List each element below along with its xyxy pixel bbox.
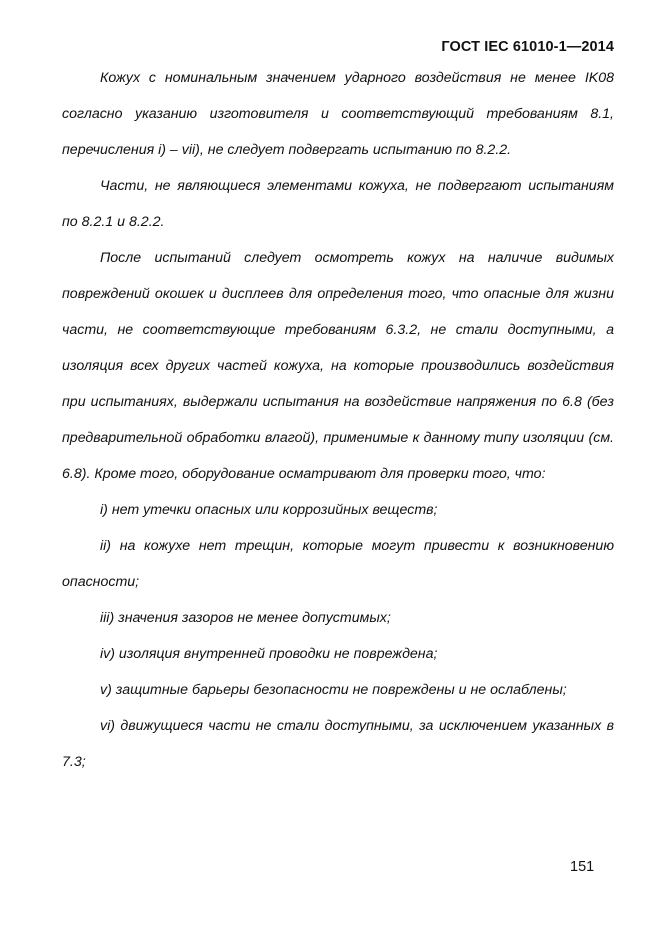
paragraph-enclosure-ik08: Кожух с номинальным значением ударного воздействия не менее IK08 согласно указанию изготовителя и соответствующий требованиям 8.1, перечисления i) – vii), не следует подвергать испытанию по 8.2.2. bbox=[62, 70, 614, 158]
list-item-ii: ii) на кожухе нет трещин, которые могут привести к возникновению опасности; bbox=[62, 538, 614, 590]
list-item-v: v) защитные барьеры безопасности не повреждены и не ослаблены; bbox=[100, 682, 567, 698]
list-item-i: i) нет утечки опасных или коррозийных веществ; bbox=[100, 502, 438, 518]
document-header: ГОСТ IEC 61010-1—2014 bbox=[441, 39, 614, 55]
list-item-iv: iv) изоляция внутренней проводки не повреждена; bbox=[100, 646, 438, 662]
list-item-vi: vi) движущиеся части не стали доступными, за исключением указанных в 7.3; bbox=[62, 718, 614, 770]
paragraph-non-enclosure-parts: Части, не являющиеся элементами кожуха, не подвергают испытаниям по 8.2.1 и 8.2.2. bbox=[62, 178, 614, 230]
list-item-iii: iii) значения зазоров не менее допустимых; bbox=[100, 610, 391, 626]
document-body bbox=[62, 60, 614, 780]
paragraph-post-test-inspection: После испытаний следует осмотреть кожух на наличие видимых повреждений окошек и дисплеев для определения того, что опасные для жизни части, не соответствующие требованиям 6.3.2, не стали доступными, а изоляция всех других частей кожуха, на которые производились воздействия при испытаниях, выдержали испытания на воздействие напряжения по 6.8 (без предварительной обработки влагой), применимые к данному типу изоляции (см. 6.8). Кроме того, оборудование осматривают для проверки того, что: bbox=[62, 250, 614, 482]
page-number: 151 bbox=[570, 859, 595, 875]
